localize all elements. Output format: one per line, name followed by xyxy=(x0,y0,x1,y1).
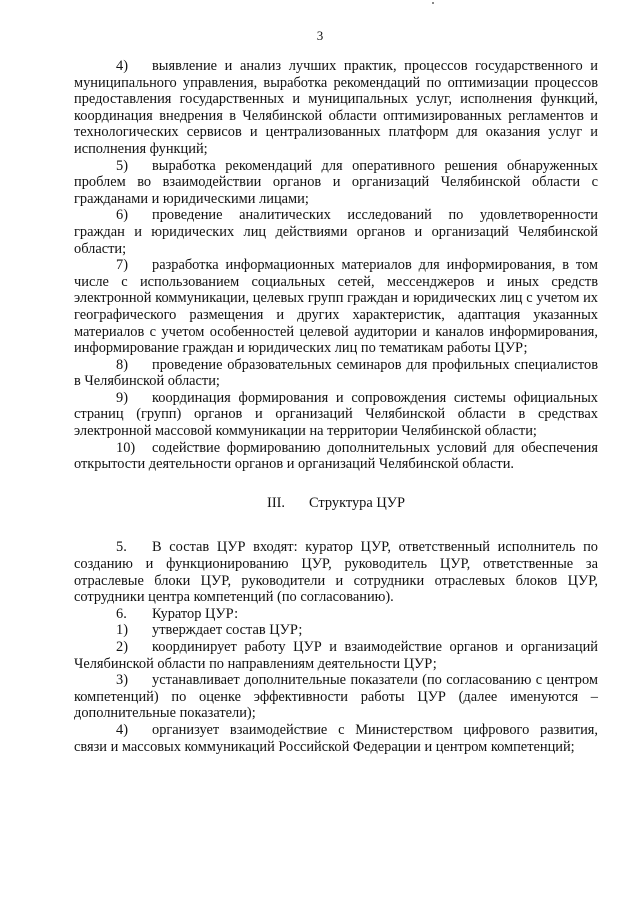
list-item-text: проведение аналитических исследований по удовлетворенности граждан и юридических лиц действиями органов и организаций Челябинской области; xyxy=(74,207,598,257)
list-item-number: 5) xyxy=(116,157,128,174)
list-item-text: утверждает состав ЦУР; xyxy=(152,622,303,639)
list-item-number: 4) xyxy=(116,58,128,74)
list-item-number: 9) xyxy=(116,389,128,406)
list-item-text: организует взаимодействие с Министерством цифрового развития, связи и массовых коммуникаций Российской Федерации и центром компетенций; xyxy=(74,721,598,755)
list-item xyxy=(74,639,598,672)
list-item-number: 5. xyxy=(116,539,127,556)
list-item-text: координирует работу ЦУР и взаимодействие органов и организаций Челябинской области по направлениям деятельности ЦУР; xyxy=(74,639,598,672)
section-title: Структура ЦУР xyxy=(309,494,405,511)
list-item-text: содействие формированию дополнительных условий для обеспечения открытости деятельности органов и организаций Челябинской области. xyxy=(74,439,598,473)
document-body xyxy=(74,58,598,755)
list-item xyxy=(74,622,598,639)
list-item-number: 6) xyxy=(116,207,128,224)
list-item-number: 6. xyxy=(116,605,127,622)
page-number: 3 xyxy=(316,28,324,43)
list-item xyxy=(74,672,598,722)
list-item xyxy=(74,257,598,357)
list-item xyxy=(74,158,598,208)
list-item-text: координация формирования и сопровождения системы официальных страниц (групп) органов и организаций Челябинской области в средствах электронной массовой коммуникации на территории Челябинской области; xyxy=(74,389,598,440)
section-number: III. xyxy=(267,494,286,511)
list-item-text: выработка рекомендаций для оперативного решения обнаруженных проблем во взаимодействии органов и организаций Челябинской области с гражданами и юридическими лицами; xyxy=(74,157,598,207)
list-item xyxy=(74,207,598,257)
list-item-text: В состав ЦУР входят: куратор ЦУР, ответственный исполнитель по созданию и функционированию ЦУР, руководитель ЦУР, ответственные за отраслевые блоки ЦУР, руководители и сотрудники отраслевых блоков ЦУР, сотрудники центра компетенций (по согласованию). xyxy=(74,539,598,606)
list-item-text: проведение образовательных семинаров для профильных специалистов в Челябинской области; xyxy=(74,356,598,390)
list-item xyxy=(74,440,598,473)
list-item xyxy=(74,357,598,390)
duties-list xyxy=(74,58,598,473)
scan-mark xyxy=(432,2,434,4)
list-item-text: разработка информационных материалов для информирования, в том числе с использованием социальных сетей, мессенджеров и иных средств электронной коммуникации, целевых групп граждан и юридических лиц с учетом их географического размещения и других характеристик, адаптация указанных материалов с учетом особенностей целевой аудитории и каналов информирования, информирование граждан и юридических лиц по тематикам работы ЦУР; xyxy=(74,257,598,357)
list-item-number: 4) xyxy=(116,721,128,738)
list-item-text: устанавливает дополнительные показатели (по согласованию с центром компетенций) по оценке эффективности работы ЦУР (далее именуются – дополнительные показатели); xyxy=(74,672,598,722)
list-item-text: выявление и анализ лучших практик, процессов государственного и муниципального управления, выработка рекомендаций по оптимизации процессов предоставления государственных и муниципальных услуг, исполнения функций, координация внедрения в Челябинской области оптимизированных регламентов и технологических сервисов и централизованных платформ для оказания услуг и исполнения функций; xyxy=(74,58,598,157)
list-item-number: 8) xyxy=(116,356,128,373)
list-item xyxy=(74,606,598,623)
list-item-number: 10) xyxy=(116,439,136,456)
section-heading xyxy=(74,495,598,512)
structure-list xyxy=(74,539,598,755)
list-item xyxy=(74,722,598,755)
list-item xyxy=(74,58,598,158)
list-item-number: 2) xyxy=(116,639,128,655)
list-item-number: 1) xyxy=(116,622,128,639)
list-item-text: Куратор ЦУР: xyxy=(152,605,239,622)
list-item-number: 3) xyxy=(116,672,128,689)
list-item xyxy=(74,539,598,605)
list-item-number: 7) xyxy=(116,257,128,274)
list-item xyxy=(74,390,598,440)
